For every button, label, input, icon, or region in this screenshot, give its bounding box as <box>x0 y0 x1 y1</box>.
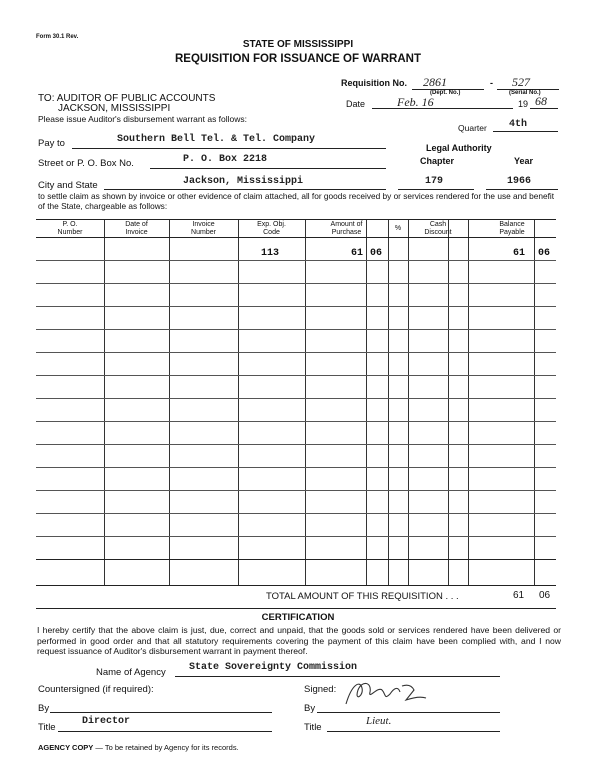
instruction-text: Please issue Auditor's disbursement warrant as follows: <box>38 114 248 124</box>
to-line1: TO: AUDITOR OF PUBLIC ACCOUNTS <box>38 93 216 104</box>
agency-value: State Sovereignty Commission <box>189 662 358 673</box>
street-value: P. O. Box 2218 <box>183 154 268 165</box>
chapter-value: 179 <box>425 176 444 187</box>
date-label: Date <box>346 99 366 109</box>
col-percent: % <box>394 225 402 232</box>
row1-amount-cents: 06 <box>370 248 383 259</box>
signed-label: Signed: <box>304 684 337 695</box>
requisition-dash: - <box>490 78 493 88</box>
serial-no-caption: (Serial No.) <box>509 90 541 96</box>
to-line2: JACKSON, MISSISSIPPI <box>58 103 171 114</box>
quarter-value: 4th <box>509 119 528 130</box>
year-suffix: 68 <box>535 94 547 108</box>
settle-claim-text: to settle claim as shown by invoice or other evidence of claim attached, all for goods received by or services rendered for the use and benefit of the State, chargeable as follows: <box>38 191 555 211</box>
footer-note: AGENCY COPY — To be retained by Agency for its records. <box>38 743 239 752</box>
requisition-label: Requisition No. <box>341 78 407 88</box>
left-by-label: By <box>38 703 50 714</box>
dept-number: 2861 <box>423 75 447 89</box>
left-title-label: Title <box>38 722 56 733</box>
right-title-handwritten: Lieut. <box>366 715 392 727</box>
year-label: Year <box>514 156 534 166</box>
city-value: Jackson, Mississippi <box>183 176 304 187</box>
total-dollars: 61 <box>513 590 525 601</box>
left-title-value: Director <box>82 716 131 727</box>
col-po-number: P. O. Number <box>57 221 83 236</box>
col-invoice-number: Invoice Number <box>191 221 216 236</box>
year-prefix: 19 <box>518 99 529 109</box>
form-title: REQUISITION FOR ISSUANCE OF WARRANT <box>175 53 421 65</box>
pay-to-value: Southern Bell Tel. & Tel. Company <box>117 134 316 145</box>
row1-exp-code: 113 <box>261 248 280 259</box>
legal-authority-label: Legal Authority <box>426 143 492 153</box>
line-item-table <box>36 219 556 586</box>
right-by-label: By <box>304 703 316 714</box>
col-balance-payable: Balance Payable <box>499 221 525 236</box>
col-date-of-invoice: Date of Invoice <box>125 221 148 236</box>
agency-label: Name of Agency <box>96 667 166 678</box>
row1-amount-dollars: 61 <box>351 248 364 259</box>
total-cents: 06 <box>539 590 551 601</box>
state-heading: STATE OF MISSISSIPPI <box>242 39 354 50</box>
certification-text: I hereby certify that the above claim is just, due, correct and unpaid, that the goods sold or services rendered have been delivered or performed in good order and that all statutory requirements covering the payment of this claim have been complied with, and I now request issuance of Auditor's disbursement warrant in payment thereof. <box>37 625 561 656</box>
pay-to-label: Pay to <box>38 138 65 149</box>
handwritten-signature <box>342 676 438 710</box>
total-label: TOTAL AMOUNT OF THIS REQUISITION . . . <box>266 591 459 602</box>
right-title-label: Title <box>304 722 322 733</box>
countersigned-label: Countersigned (if required): <box>38 684 154 695</box>
street-label: Street or P. O. Box No. <box>38 158 134 169</box>
city-label: City and State <box>38 180 98 191</box>
quarter-label: Quarter <box>458 123 487 133</box>
form-number: Form 30.1 Rev. <box>36 34 79 40</box>
certification-heading: CERTIFICATION <box>261 612 335 623</box>
row1-balance-cents: 06 <box>538 248 551 259</box>
chapter-label: Chapter <box>420 156 455 166</box>
dept-no-caption: (Dept. No.) <box>430 90 461 96</box>
serial-number: 527 <box>512 75 530 89</box>
col-exp-obj-code: Exp. Obj. Code <box>257 221 286 236</box>
col-amount-of-purchase: Amount of Purchase <box>330 221 363 236</box>
legal-year-value: 1966 <box>507 176 532 187</box>
date-value: Feb. 16 <box>397 95 434 109</box>
row1-balance-dollars: 61 <box>513 248 526 259</box>
col-cash-discount: Cash Discount <box>424 221 452 236</box>
